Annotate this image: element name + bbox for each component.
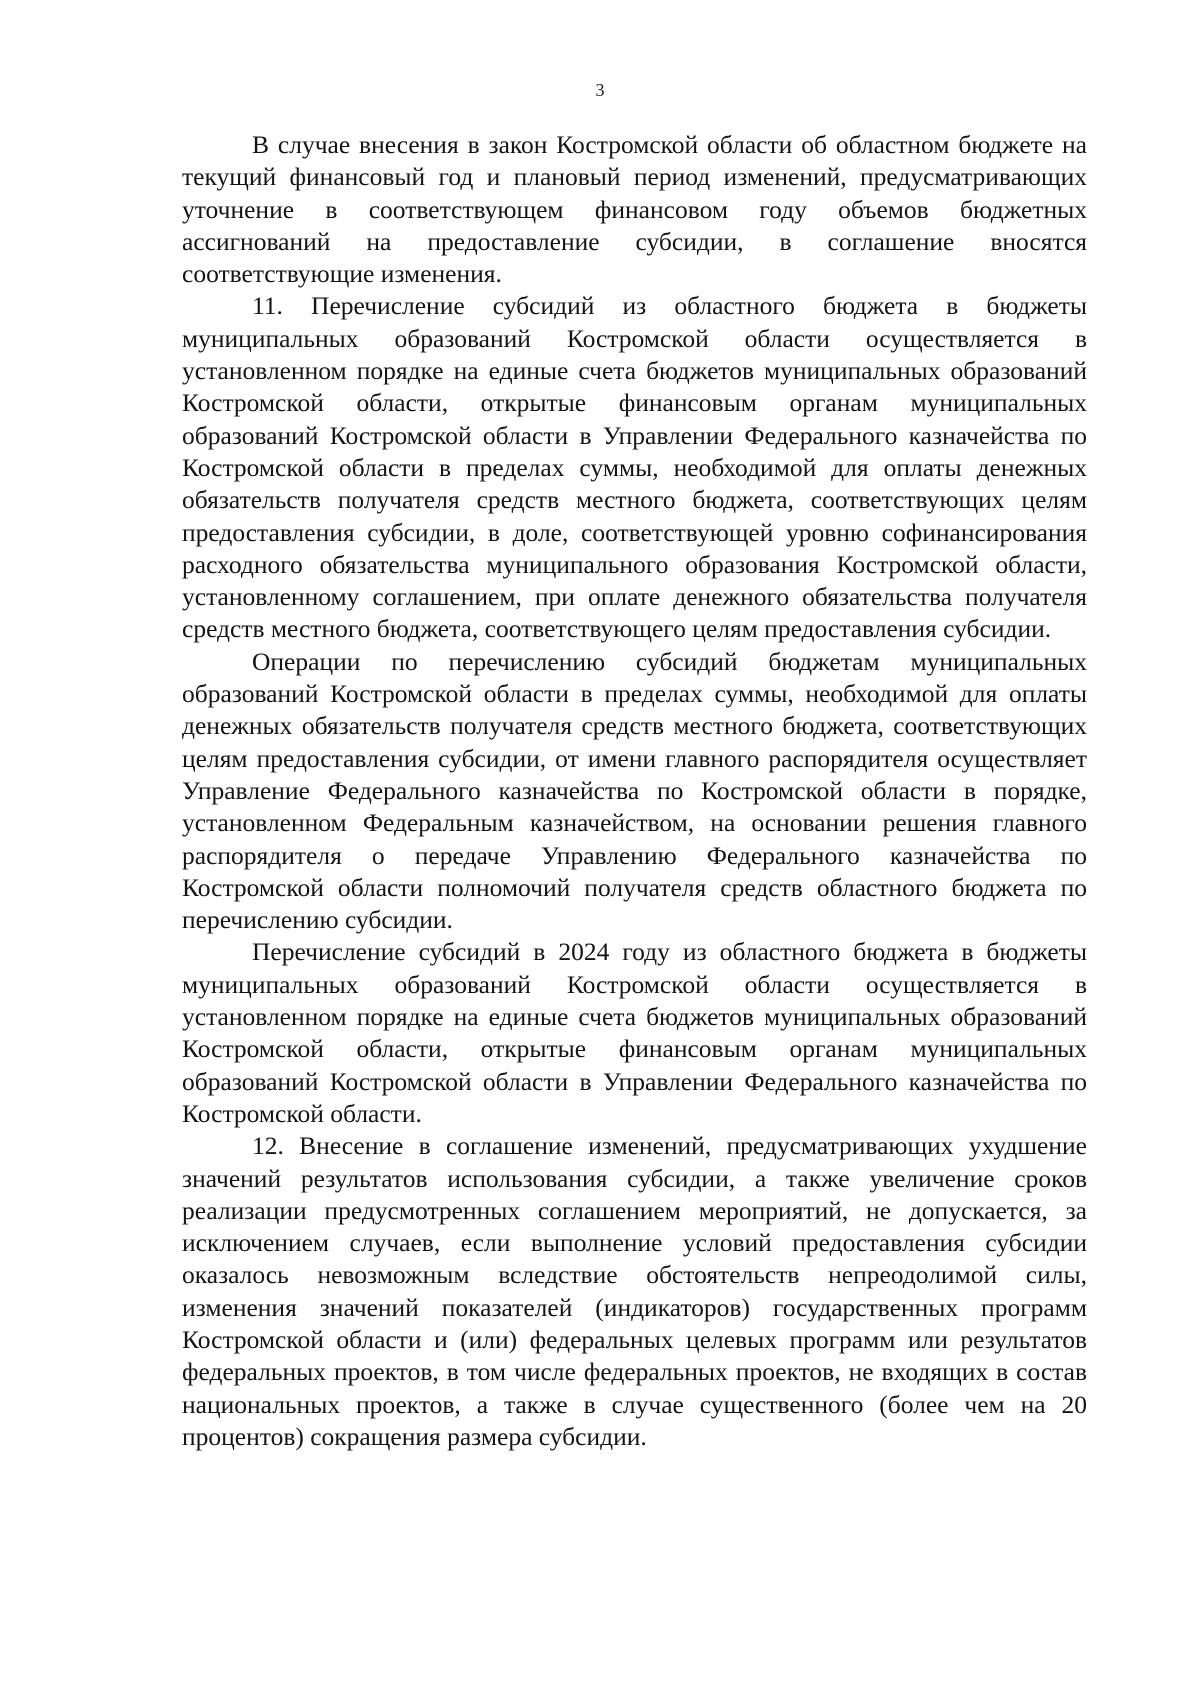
paragraph-2024-transfer: Перечисление субсидий в 2024 году из областного бюджета в бюджеты муниципальных образований Костромской области осуществляется в установленном порядке на единые счета бюджетов муниципальных образований Костромской области, открытые финансовым органам муниципальных образований Костромской области в Управлении Федерального казначейства по Костромской области. (182, 937, 1087, 1128)
document-body (182, 129, 1087, 1453)
page-number: 3 (595, 80, 605, 100)
paragraph-budget-law-changes: В случае внесения в закон Костромской области об областном бюджете на текущий финансовый год и плановый период изменений, предусматривающих уточнение в соответствующем финансовом году объемов бюджетных ассигнований на предоставление субсидии, в соглашение вносятся соответствующие изменения. (182, 130, 1087, 289)
paragraph-11-transfer-of-subsidies: 11. Перечисление субсидий из областного бюджета в бюджеты муниципальных образований Костромской области осуществляется в установленном порядке на единые счета бюджетов муниципальных образований Костромской области, открытые финансовым органам муниципальных образований Костромской области в Управлении Федерального казначейства по Костромской области в пределах суммы, необходимой для оплаты денежных обязательств получателя средств местного бюджета, соответствующих целям предоставления субсидии, в доле, соответствующей уровню софинансирования расходного обязательства муниципального образования Костромской области, установленному соглашением, при оплате денежного обязательства получателя средств местного бюджета, соответствующего целям предоставления субсидии. (182, 291, 1087, 644)
paragraph-12-agreement-changes: 12. Внесение в соглашение изменений, предусматривающих ухудшение значений результатов использования субсидии, а также увеличение сроков реализации предусмотренных соглашением мероприятий, не допускается, за исключением случаев, если выполнение условий предоставления субсидии оказалось невозможным вследствие обстоятельств непреодолимой силы, изменения значений показателей (индикаторов) государственных программ Костромской области и (или) федеральных целевых программ или результатов федеральных проектов, в том числе федеральных проектов, не входящих в состав национальных проектов, а также в случае существенного (более чем на 20 процентов) сокращения размера субсидии. (182, 1131, 1087, 1451)
paragraph-transfer-operations: Операции по перечислению субсидий бюджетам муниципальных образований Костромской области в пределах суммы, необходимой для оплаты денежных обязательств получателя средств местного бюджета, соответствующих целям предоставления субсидии, от имени главного распорядителя осуществляет Управление Федерального казначейства по Костромской области в порядке, установленном Федеральным казначейством, на основании решения главного распорядителя о передаче Управлению Федерального казначейства по Костромской области полномочий получателя средств областного бюджета по перечислению субсидии. (182, 646, 1087, 935)
